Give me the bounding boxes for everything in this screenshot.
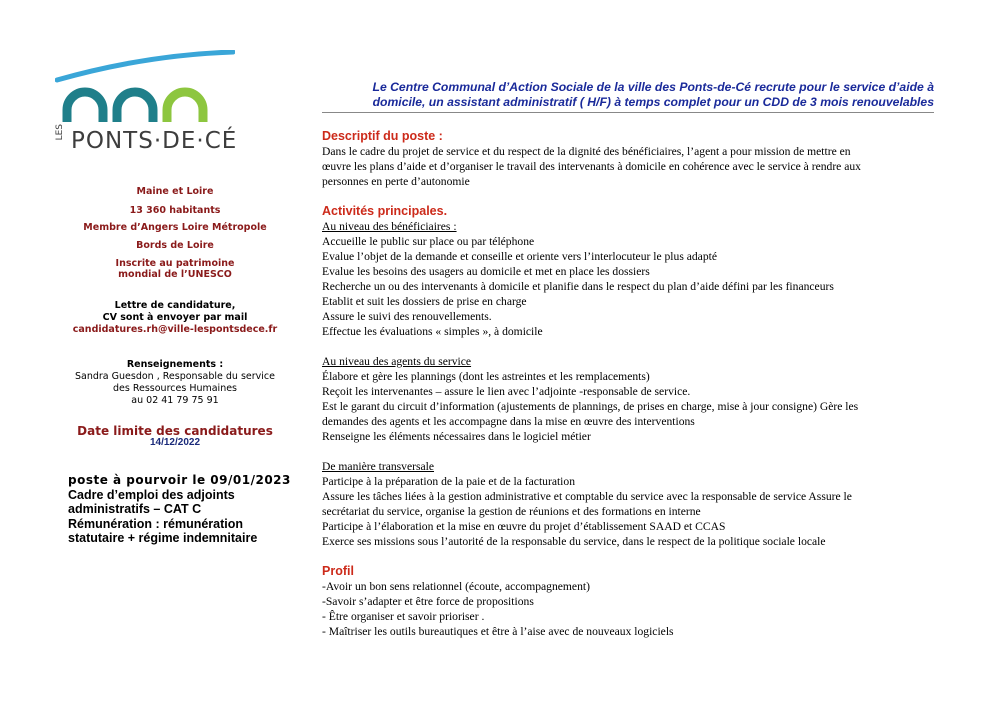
- logo-name: PONTS·DE·CÉ: [71, 128, 238, 154]
- info-department: Maine et Loire: [136, 186, 214, 197]
- list-item: Evalue l’objet de la demande et conseille et oriente vers l’interlocuteur le plus adapté: [322, 250, 717, 263]
- beneficiaries-title: Au niveau des bénéficiaires :: [322, 220, 457, 233]
- list-item: Effectue les évaluations « simples », à domicile: [322, 325, 543, 338]
- info-unesco-2: mondial de l’UNESCO: [118, 269, 232, 280]
- list-item: secrétariat du service, organise la gestion de réunions et des formations en interne: [322, 505, 701, 518]
- info-unesco-1: Inscrite au patrimoine: [115, 258, 235, 269]
- offer-header-line-1: Le Centre Communal d’Action Sociale de la ville des Ponts-de-Cé recrute pour le service d’aide à: [372, 80, 934, 94]
- list-item: Exerce ses missions sous l’autorité de la responsable du service, dans le respect de la politique sociale locale: [322, 535, 826, 548]
- description-line: personnes en perte d’autonomie: [322, 175, 470, 188]
- list-item: Accueille le public sur place ou par téléphone: [322, 235, 535, 248]
- list-item: Etablit et suit les dossiers de prise en charge: [322, 295, 527, 308]
- deadline-date: 14/12/2022: [149, 437, 201, 448]
- list-item: Participe à la préparation de la paie et de la facturation: [322, 475, 576, 488]
- contact-phone: au 02 41 79 75 91: [131, 395, 219, 406]
- offer-header-line-2: domicile, un assistant administratif ( H/F) à temps complet pour un CDD de 3 mois renouvelables: [372, 95, 934, 109]
- activities-title: Activités principales.: [322, 204, 448, 218]
- list-item: Élabore et gère les plannings (dont les astreintes et les remplacements): [322, 370, 650, 383]
- contact-name: Sandra Guesdon , Responsable du service: [75, 371, 275, 382]
- post-details: [68, 473, 298, 546]
- logo-arch-2: [117, 92, 153, 122]
- post-pay-1: Rémunération : rémunération: [68, 516, 244, 531]
- list-item: - Être organiser et savoir prioriser .: [322, 610, 485, 623]
- application-line-2: CV sont à envoyer par mail: [102, 312, 248, 323]
- job-offer-body: [322, 80, 934, 639]
- logo-prefix: LES: [55, 124, 65, 141]
- list-item: Recherche un ou des intervenants à domicile et planifie dans le respect du plan d’aide défini par les financeurs: [322, 280, 834, 293]
- contact-department: des Ressources Humaines: [112, 383, 238, 394]
- list-item: Renseigne les éléments nécessaires dans le logiciel métier: [322, 430, 591, 443]
- post-grade-2: administratifs – CAT C: [68, 502, 202, 516]
- application-email[interactable]: candidatures.rh@ville-lespontsdece.fr: [72, 324, 278, 335]
- list-item: - Maîtriser les outils bureautiques et être à l’aise avec de nouveaux logiciels: [322, 625, 674, 638]
- deadline-label: Date limite des candidatures: [77, 424, 273, 438]
- list-item: Assure les tâches liées à la gestion administrative et comptable du service avec la responsable de service Assure le: [322, 490, 852, 503]
- post-start-date: poste à pourvoir le 09/01/2023: [68, 473, 291, 487]
- info-population: 13 360 habitants: [129, 205, 221, 216]
- profile-title: Profil: [322, 564, 354, 578]
- list-item: demandes des agents et les accompagne dans la mise en œuvre des interventions: [322, 415, 695, 428]
- post-pay-2: statutaire + régime indemnitaire: [68, 531, 258, 545]
- description-title: Descriptif du poste :: [322, 129, 443, 143]
- list-item: Participe à l’élaboration et la mise en œuvre du projet d’établissement SAAD et CCAS: [322, 520, 726, 533]
- logo-arch-1: [67, 92, 103, 122]
- offer-header: [322, 80, 934, 113]
- logo-blue-arc: [57, 52, 233, 80]
- agents-title: Au niveau des agents du service: [322, 355, 472, 368]
- info-loire: Bords de Loire: [136, 240, 214, 251]
- list-item: Est le garant du circuit d’information (ajustements de plannings, de prises en charge, mise à jour consigne) Gère les: [322, 400, 859, 413]
- logo-arch-3: [167, 92, 203, 122]
- transversal-title: De manière transversale: [322, 460, 435, 473]
- list-item: -Avoir un bon sens relationnel (écoute, accompagnement): [322, 580, 590, 593]
- list-item: -Savoir s’adapter et être force de propositions: [322, 595, 534, 608]
- description-line: œuvre les plans d’aide et d’organiser le travail des intervenants à domicile en cohérence avec le service à rendre aux: [322, 160, 861, 173]
- post-grade-1: Cadre d’emploi des adjoints: [68, 487, 235, 502]
- list-item: Reçoit les intervenantes – assure le lien avec l’adjointe -responsable de service.: [322, 385, 691, 398]
- list-item: Evalue les besoins des usagers au domicile et met en place les dossiers: [322, 265, 650, 278]
- description-line: Dans le cadre du projet de service et du respect de la dignité des bénéficiaires, l’agent a pour mission de mettre en: [322, 145, 851, 158]
- info-metropole: Membre d’Angers Loire Métropole: [83, 222, 267, 233]
- contact-title: Renseignements :: [126, 359, 224, 370]
- application-line-1: Lettre de candidature,: [114, 300, 236, 311]
- list-item: Assure le suivi des renouvellements.: [322, 310, 492, 323]
